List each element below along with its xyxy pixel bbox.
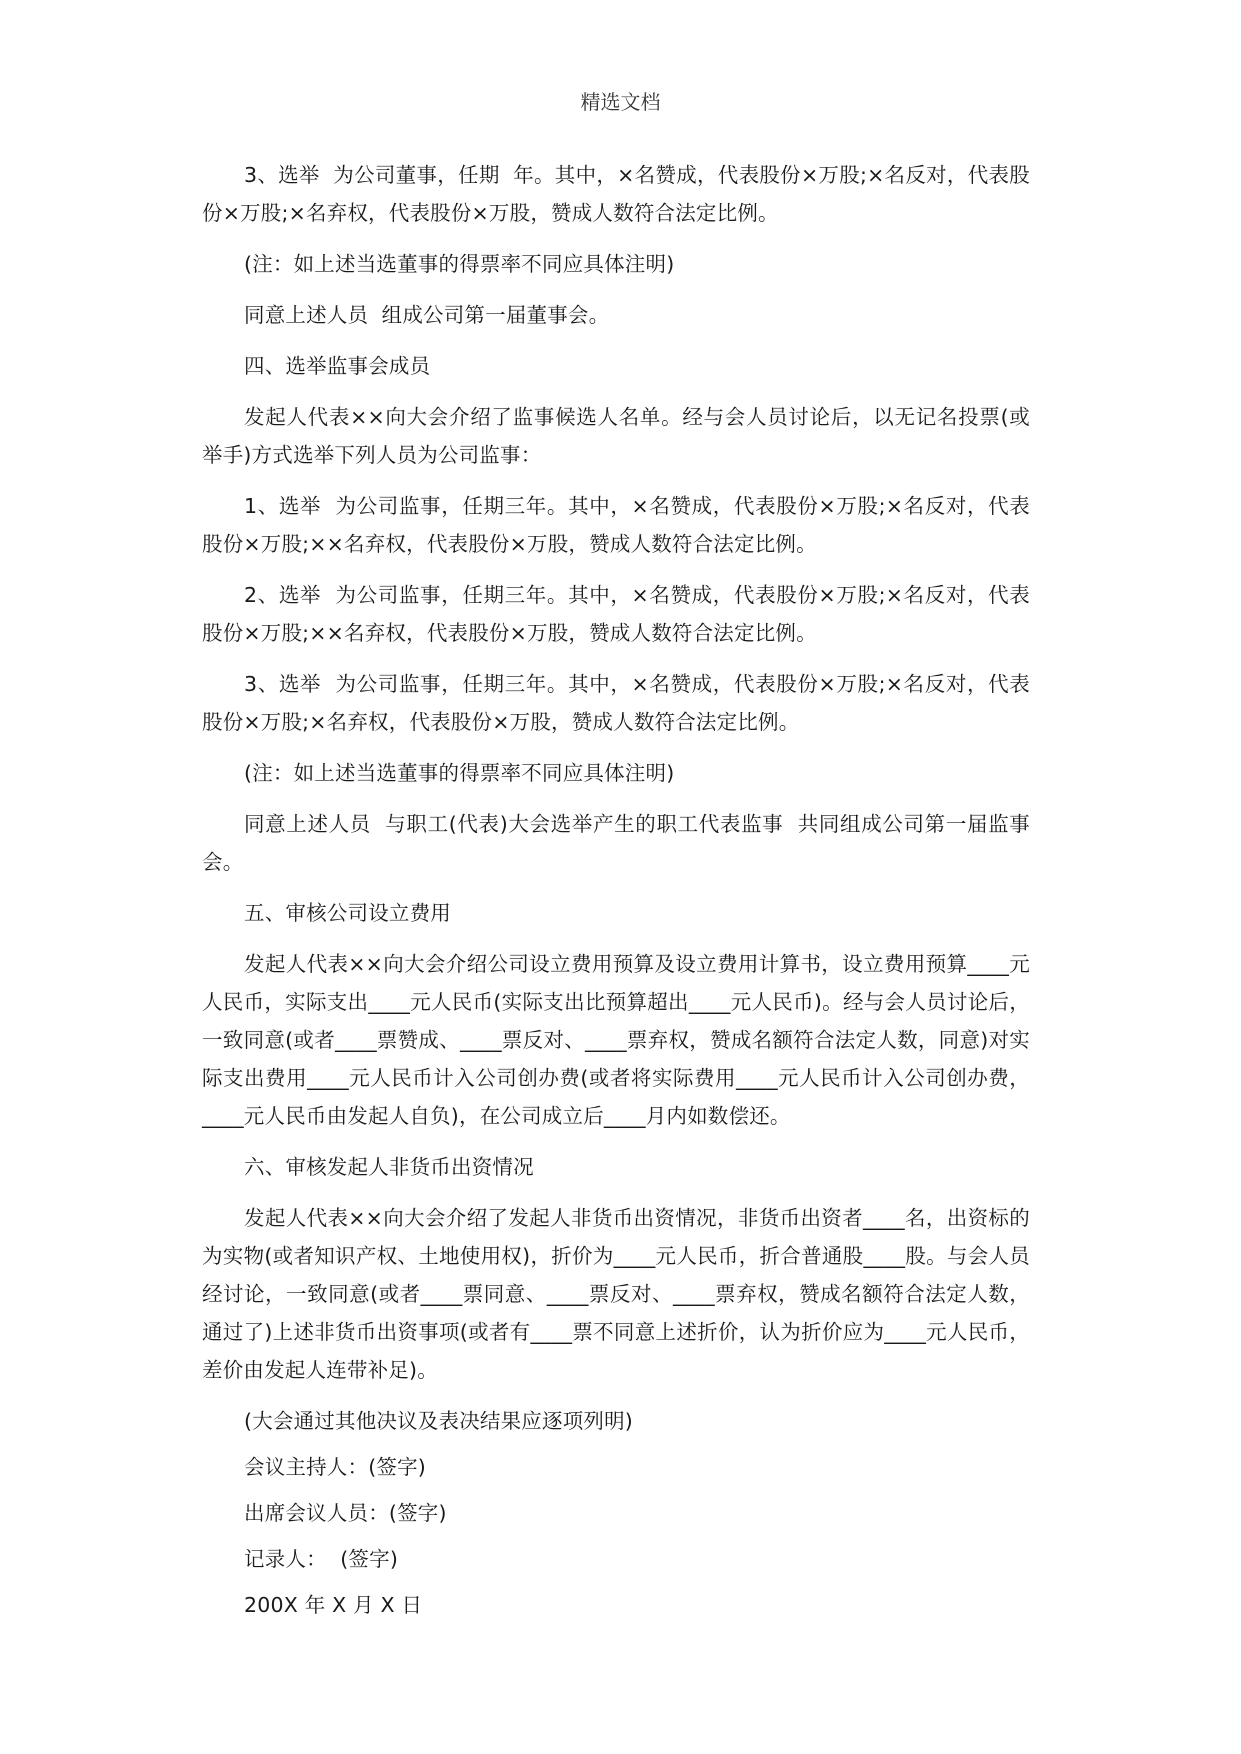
paragraph-setup-costs: 发起人代表××向大会介绍公司设立费用预算及设立费用计算书，设立费用预算____元人民币，实际支出____元人民币(实际支出比预算超出____元人民币)。经与会人员讨论后，一致同意(或者____票赞成、____票反对、____票弃权，赞成名额符合法定人数，同意)对实际支出费用____元人民币计入公司创办费(或者将实际费用____元人民币计入公司创办费，____元人民币由发起人自负)，在公司成立后____月内如数偿还。 <box>202 952 1030 1128</box>
paragraph-supervisor-election-3: 3、选举 为公司监事，任期三年。其中，×名赞成，代表股份×万股;×名反对，代表股份×万股;×名弃权，代表股份×万股，赞成人数符合法定比例。 <box>202 672 1030 734</box>
paragraph-supervisory-board-formation: 同意上述人员 与职工(代表)大会选举产生的职工代表监事 共同组成公司第一届监事会。 <box>202 812 1030 874</box>
paragraph-non-monetary: 发起人代表××向大会介绍了发起人非货币出资情况，非货币出资者____名，出资标的为实物(或者知识产权、土地使用权)，折价为____元人民币，折合普通股____股。与会人员经讨论，一致同意(或者____票同意、____票反对、____票弃权，赞成名额符合法定人数，通过了)上述非货币出资事项(或者有____票不同意上述折价，认为折价应为____元人民币，差价由发起人连带补足)。 <box>202 1206 1030 1382</box>
paragraph-board-formation: 同意上述人员 组成公司第一届董事会。 <box>244 303 610 327</box>
paragraph-director-election-3: 3、选举 为公司董事，任期 年。其中，×名赞成，代表股份×万股;×名反对，代表股份×万股;×名弃权，代表股份×万股，赞成人数符合法定比例。 <box>202 163 1030 225</box>
section-heading-supervisors: 四、选举监事会成员 <box>244 354 431 378</box>
paragraph-note-supervisors: (注：如上述当选董事的得票率不同应具体注明) <box>244 761 675 785</box>
document-date: 200X 年 X 月 X 日 <box>244 1593 423 1617</box>
paragraph-other-resolutions: (大会通过其他决议及表决结果应逐项列明) <box>244 1409 633 1433</box>
page-header: 精选文档 <box>580 90 661 114</box>
signature-attendees: 出席会议人员：(签字) <box>244 1501 447 1525</box>
paragraph-supervisor-election-2: 2、选举 为公司监事，任期三年。其中，×名赞成，代表股份×万股;×名反对，代表股份×万股;××名弃权，代表股份×万股，赞成人数符合法定比例。 <box>202 583 1030 645</box>
section-heading-setup-costs: 五、审核公司设立费用 <box>244 901 451 925</box>
document-body <box>202 156 1030 1632</box>
paragraph-supervisor-election-1: 1、选举 为公司监事，任期三年。其中，×名赞成，代表股份×万股;×名反对，代表股份×万股;××名弃权，代表股份×万股，赞成人数符合法定比例。 <box>202 494 1030 556</box>
signature-recorder: 记录人： (签字) <box>244 1547 399 1571</box>
paragraph-note-directors: (注：如上述当选董事的得票率不同应具体注明) <box>244 252 675 276</box>
section-heading-non-monetary: 六、审核发起人非货币出资情况 <box>244 1155 534 1179</box>
paragraph-supervisor-candidates: 发起人代表××向大会介绍了监事候选人名单。经与会人员讨论后，以无记名投票(或举手)方式选举下列人员为公司监事： <box>202 405 1030 467</box>
signature-host: 会议主持人：(签字) <box>244 1455 426 1479</box>
